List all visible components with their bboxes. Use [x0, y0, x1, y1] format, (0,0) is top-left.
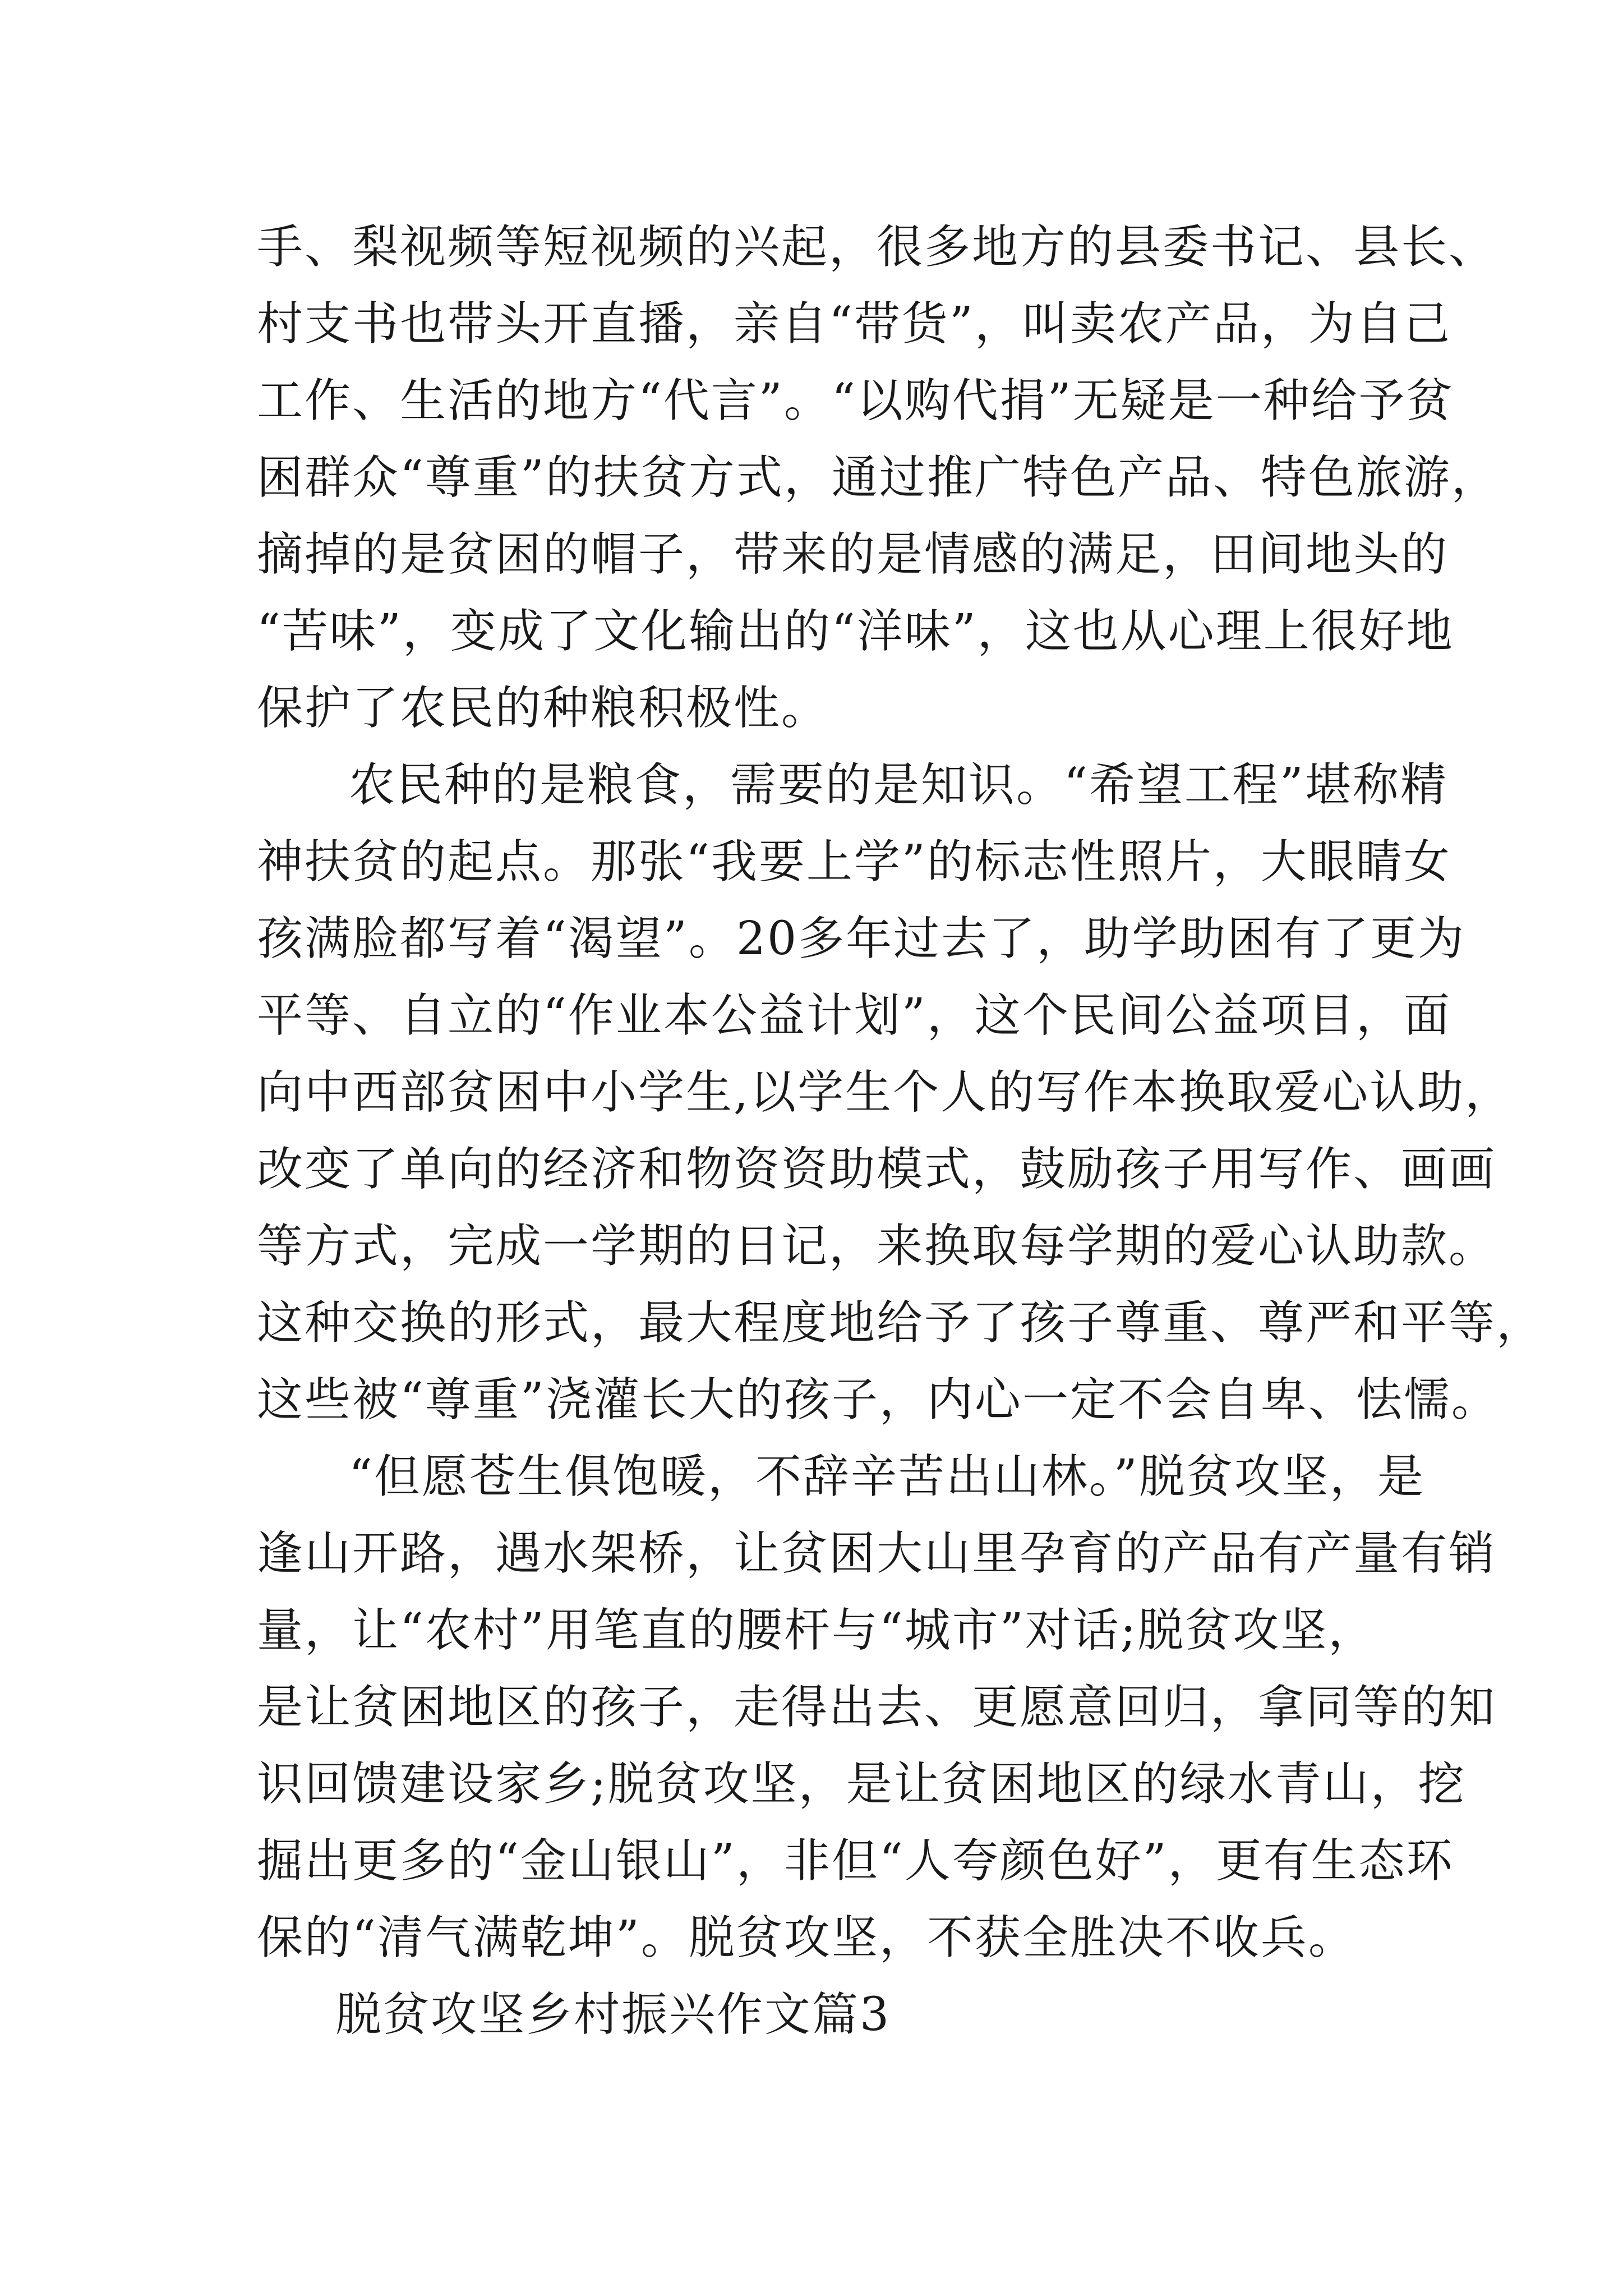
paragraph-line: 量，让“农村”用笔直的腰杆与“城市”对话;脱贫攻坚，	[257, 1604, 1376, 1657]
document-body	[257, 209, 1544, 2053]
paragraph-line: 农民种的是粮食，需要的是知识。“希望工程”堪称精	[349, 758, 1448, 812]
paragraph-line: “但愿苍生俱饱暖，不辞辛苦出山林。”脱贫攻坚，是	[349, 1450, 1425, 1503]
paragraph-line: 村支书也带头开直播，亲自“带货”，叫卖农产品，为自己	[257, 297, 1451, 351]
section-heading: 脱贫攻坚乡村振兴作文篇3	[335, 1988, 891, 2041]
paragraph-line: 掘出更多的“金山银山”，非但“人夸颜色好”，更有生态环	[257, 1834, 1454, 1888]
paragraph-line: 保护了农民的种粮积极性。	[257, 682, 829, 735]
paragraph-line: 这些被“尊重”浇灌长大的孩子，内心一定不会自卑、怯懦。	[257, 1373, 1499, 1427]
paragraph-line: 摘掉的是贫困的帽子，带来的是情感的满足，田间地头的	[257, 528, 1449, 581]
paragraph-line: 逢山开路，遇水架桥，让贫困大山里孕育的产品有产量有销	[257, 1527, 1497, 1580]
paragraph-2	[257, 747, 1544, 1438]
paragraph-line: 保的“清气满乾坤”。脱贫攻坚，不获全胜决不收兵。	[257, 1911, 1356, 1964]
paragraph-line: “苦味”，变成了文化输出的“洋味”，这也从心理上很好地	[257, 605, 1454, 658]
paragraph-line: 向中西部贫困中小学生,以学生个人的写作本换取爱心认助，	[257, 1066, 1513, 1119]
paragraph-line: 工作、生活的地方“代言”。“以购代捐”无疑是一种给予贫	[257, 374, 1454, 427]
paragraph-line: 孩满脸都写着“渴望”。20多年过去了，助学助困有了更为	[257, 912, 1466, 965]
paragraph-line: 平等、自立的“作业本公益计划”，这个民间公益项目，面	[257, 989, 1451, 1042]
paragraph-line: 神扶贫的起点。那张“我要上学”的标志性照片，大眼睛女	[257, 835, 1451, 889]
paragraph-line: 是让贫困地区的孩子，走得出去、更愿意回归，拿同等的知	[257, 1681, 1497, 1734]
paragraph-line: 这种交换的形式，最大程度地给予了孩子尊重、尊严和平等，	[257, 1296, 1544, 1350]
paragraph-line: 困群众“尊重”的扶贫方式，通过推广特色产品、特色旅游，	[257, 451, 1499, 504]
paragraph-line: 手、梨视频等短视频的兴起，很多地方的县委书记、县长、	[257, 220, 1497, 274]
paragraph-line: 等方式，完成一学期的日记，来换取每学期的爱心认助款。	[257, 1220, 1497, 1273]
paragraph-3	[257, 1438, 1497, 1976]
paragraph-line: 识回馈建设家乡;脱贫攻坚，是让贫困地区的绿水青山，挖	[257, 1757, 1466, 1811]
paragraph-line: 改变了单向的经济和物资资助模式，鼓励孩子用写作、画画	[257, 1143, 1497, 1196]
paragraph-1	[257, 209, 1499, 747]
